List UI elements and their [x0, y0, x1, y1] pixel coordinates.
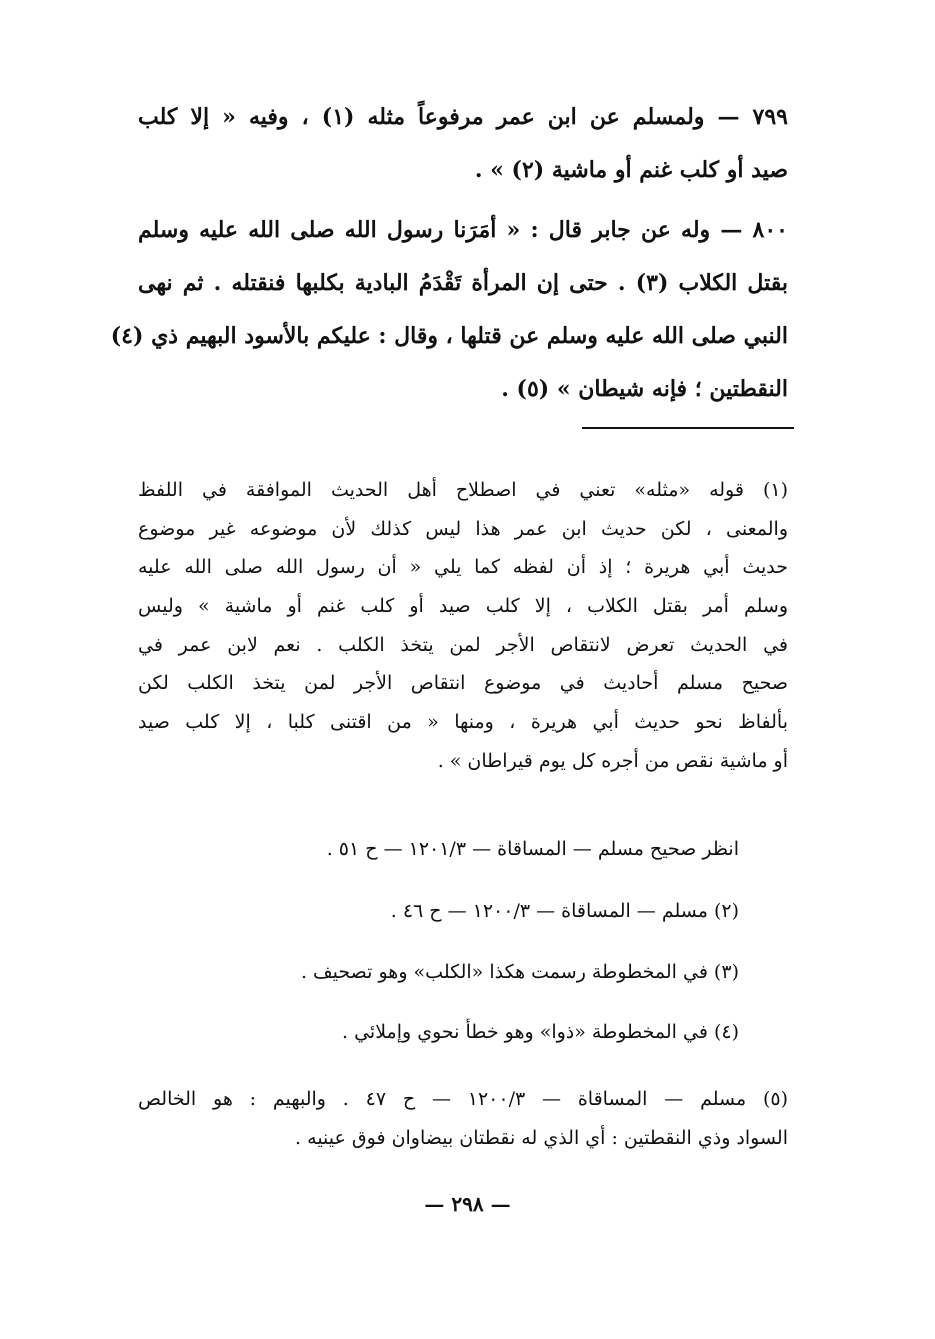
hadith-800-line: ٨٠٠ — وله عن جابر قال : « أمَرَنا رسول الله صلى الله عليه وسلم [138, 217, 788, 243]
hadith-799-line: ٧٩٩ — ولمسلم عن ابن عمر مرفوعاً مثله (١) ، وفيه « إلا كلب [138, 104, 788, 130]
hadith-800-line: بقتل الكلاب (٣) . حتى إن المرأة تَقْدَمُ البادية بكلبها فنقتله . ثم نهى [138, 270, 788, 296]
footnote-5-line: (٥) مسلم — المساقاة — ١٢٠٠/٣ — ح ٤٧ . والبهيم : هو الخالص [138, 1088, 788, 1110]
footnote-1-line: وسلم أمر بقتل الكلاب ، إلا كلب صيد أو كلب غنم أو ماشية » وليس [138, 595, 788, 618]
footnote-1-line: في الحديث تعرض لانتقاص الأجر لمن يتخذ الكلب . نعم لابن عمر في [138, 633, 788, 656]
hadith-799 [138, 91, 788, 197]
footnote-5-line: السواد وذي النقطتين : أي الذي له نقطتان بيضاوان فوق عينيه . [295, 1126, 788, 1149]
hadith-800-line: النقطتين ؛ فإنه شيطان » (٥) . [501, 376, 788, 402]
footnote-1-line: أو ماشية نقص من أجره كل يوم قيراطان » . [437, 749, 788, 772]
page-number: — ٢٩٨ — [424, 1192, 511, 1216]
footnote-1-line: حديث أبي هريرة ؛ إذ أن لفظه كما يلي « أن رسول الله صلى الله عليه [138, 556, 788, 579]
footnote-1 [138, 471, 788, 781]
footnote-1-line: (١) قوله «مثله» تعني في اصطلاح أهل الحديث الموافقة في اللفظ [138, 479, 788, 501]
footnote-5 [138, 1080, 788, 1157]
hadith-799-line: صيد أو كلب غنم أو ماشية (٢) » . [474, 157, 788, 183]
footnote-3: (٣) في المخطوطة رسمت هكذا «الكلب» وهو تصحيف . [300, 961, 739, 983]
footnote-4: (٤) في المخطوطة «ذوا» وهو خطأ نحوي وإملائي . [342, 1021, 739, 1043]
footnote-2: (٢) مسلم — المساقاة — ١٢٠٠/٣ — ح ٤٦ . [390, 900, 739, 922]
footnote-1-line: بألفاظ نحو حديث أبي هريرة ، ومنها « من اقتنى كلبا ، إلا كلب صيد [138, 711, 788, 734]
footnote-1-line: والمعنى ، لكن حديث ابن عمر هذا ليس كذلك لأن موضوعه غير موضوع [138, 517, 788, 540]
hadith-800-line: النبي صلى الله عليه وسلم عن قتلها ، وقال : عليكم بالأسود البهيم ذي (٤) [110, 323, 788, 349]
footnote-separator [582, 427, 794, 429]
hadith-800 [110, 204, 788, 416]
footnote-1-line: صحيح مسلم أحاديث في موضوع انتقاص الأجر لمن يتخذ الكلب لكن [138, 672, 788, 695]
footnote-1-reference: انظر صحيح مسلم — المساقاة — ١٢٠١/٣ — ح ٥١ . [326, 838, 739, 860]
